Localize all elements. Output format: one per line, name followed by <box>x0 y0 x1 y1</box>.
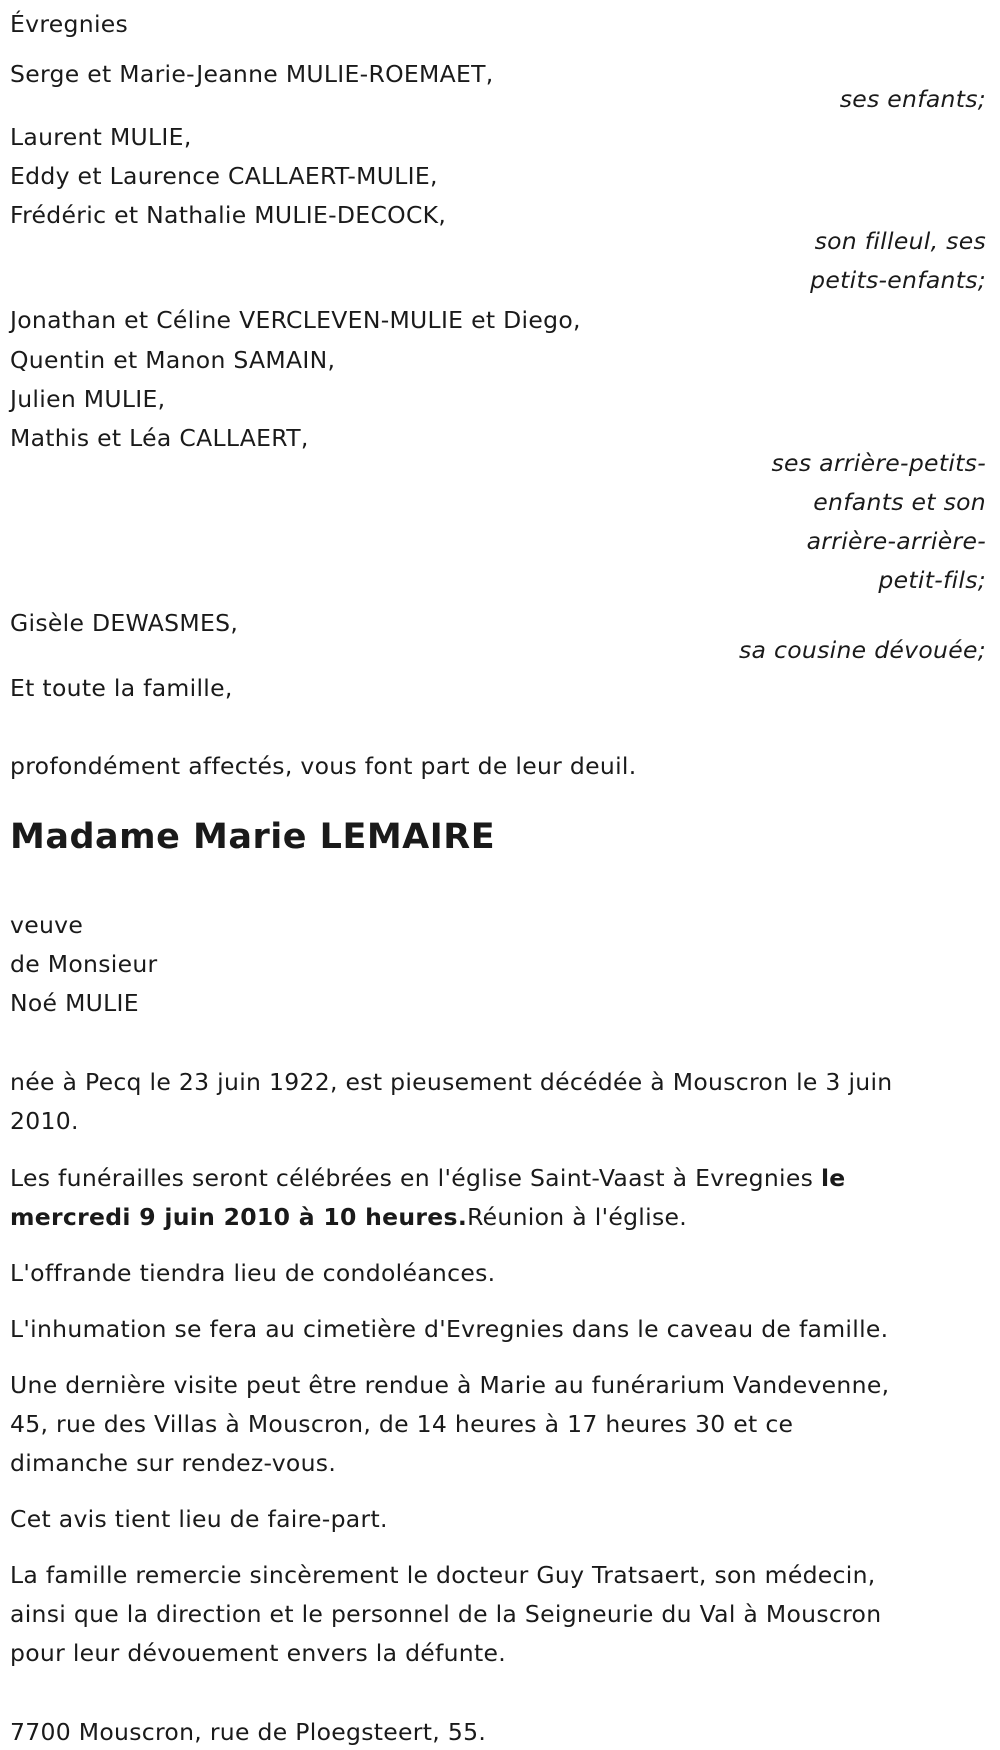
grandchildren-relation-line: petits-enfants; <box>810 266 986 294</box>
great-grandchildren-relation-line: petit-fils; <box>878 566 986 594</box>
funeral-meeting: Réunion à l'église. <box>467 1203 688 1231</box>
offering-note: L'offrande tiendra lieu de condoléances. <box>10 1259 496 1287</box>
funeral-date-bold: le <box>820 1164 846 1192</box>
great-grandchildren-relation-line: arrière-arrière- <box>806 527 986 555</box>
notice-line: Cet avis tient lieu de faire-part. <box>10 1505 388 1533</box>
children-name: Serge et Marie-Jeanne MULIE-ROEMAET, <box>10 60 494 88</box>
announcement: profondément affectés, vous font part de leur deuil. <box>10 752 637 780</box>
visit-line: Une dernière visite peut être rendue à Marie au funérarium Vandevenne, <box>10 1371 890 1399</box>
children-relation: ses enfants; <box>839 85 986 113</box>
deceased-status-line: veuve <box>10 911 84 939</box>
birth-death-line: 2010. <box>10 1107 79 1135</box>
burial-note: L'inhumation se fera au cimetière d'Evregnies dans le caveau de famille. <box>10 1315 889 1343</box>
funeral-line-2 <box>10 1199 687 1235</box>
grandchild-name: Laurent MULIE, <box>10 123 192 151</box>
deceased-status-line: de Monsieur <box>10 950 158 978</box>
great-grandchild-name: Quentin et Manon SAMAIN, <box>10 346 336 374</box>
cousin-name: Gisèle DEWASMES, <box>10 609 239 637</box>
great-grandchildren-relation-line: ses arrière-petits- <box>771 449 986 477</box>
great-grandchild-name: Julien MULIE, <box>10 385 166 413</box>
visit-line: 45, rue des Villas à Mouscron, de 14 heures à 17 heures 30 et ce <box>10 1410 794 1438</box>
grandchild-name: Frédéric et Nathalie MULIE-DECOCK, <box>10 201 447 229</box>
thanks-line: ainsi que la direction et le personnel de la Seigneurie du Val à Mouscron <box>10 1600 882 1628</box>
birth-death-line: née à Pecq le 23 juin 1922, est pieusement décédée à Mouscron le 3 juin <box>10 1068 893 1096</box>
cousin-relation: sa cousine dévouée; <box>739 636 986 664</box>
address: 7700 Mouscron, rue de Ploegsteert, 55. <box>10 1718 487 1746</box>
great-grandchild-name: Jonathan et Céline VERCLEVEN-MULIE et Diego, <box>10 306 581 334</box>
funeral-text: Les funérailles seront célébrées en l'église Saint-Vaast à Evregnies <box>10 1164 821 1192</box>
grandchild-name: Eddy et Laurence CALLAERT-MULIE, <box>10 162 438 190</box>
funeral-date-bold: mercredi 9 juin 2010 à 10 heures. <box>10 1203 468 1231</box>
place-name: Évregnies <box>10 10 129 38</box>
grandchildren-relation-line: son filleul, ses <box>814 227 986 255</box>
visit-line: dimanche sur rendez-vous. <box>10 1449 337 1477</box>
great-grandchild-name: Mathis et Léa CALLAERT, <box>10 424 309 452</box>
thanks-line: La famille remercie sincèrement le docteur Guy Tratsaert, son médecin, <box>10 1561 876 1589</box>
great-grandchildren-relation-line: enfants et son <box>813 488 986 516</box>
rest-of-family: Et toute la famille, <box>10 674 233 702</box>
deceased-name: Madame Marie LEMAIRE <box>10 817 496 857</box>
funeral-line-1 <box>10 1160 846 1196</box>
thanks-line: pour leur dévouement envers la défunte. <box>10 1639 507 1667</box>
deceased-status-line: Noé MULIE <box>10 989 139 1017</box>
